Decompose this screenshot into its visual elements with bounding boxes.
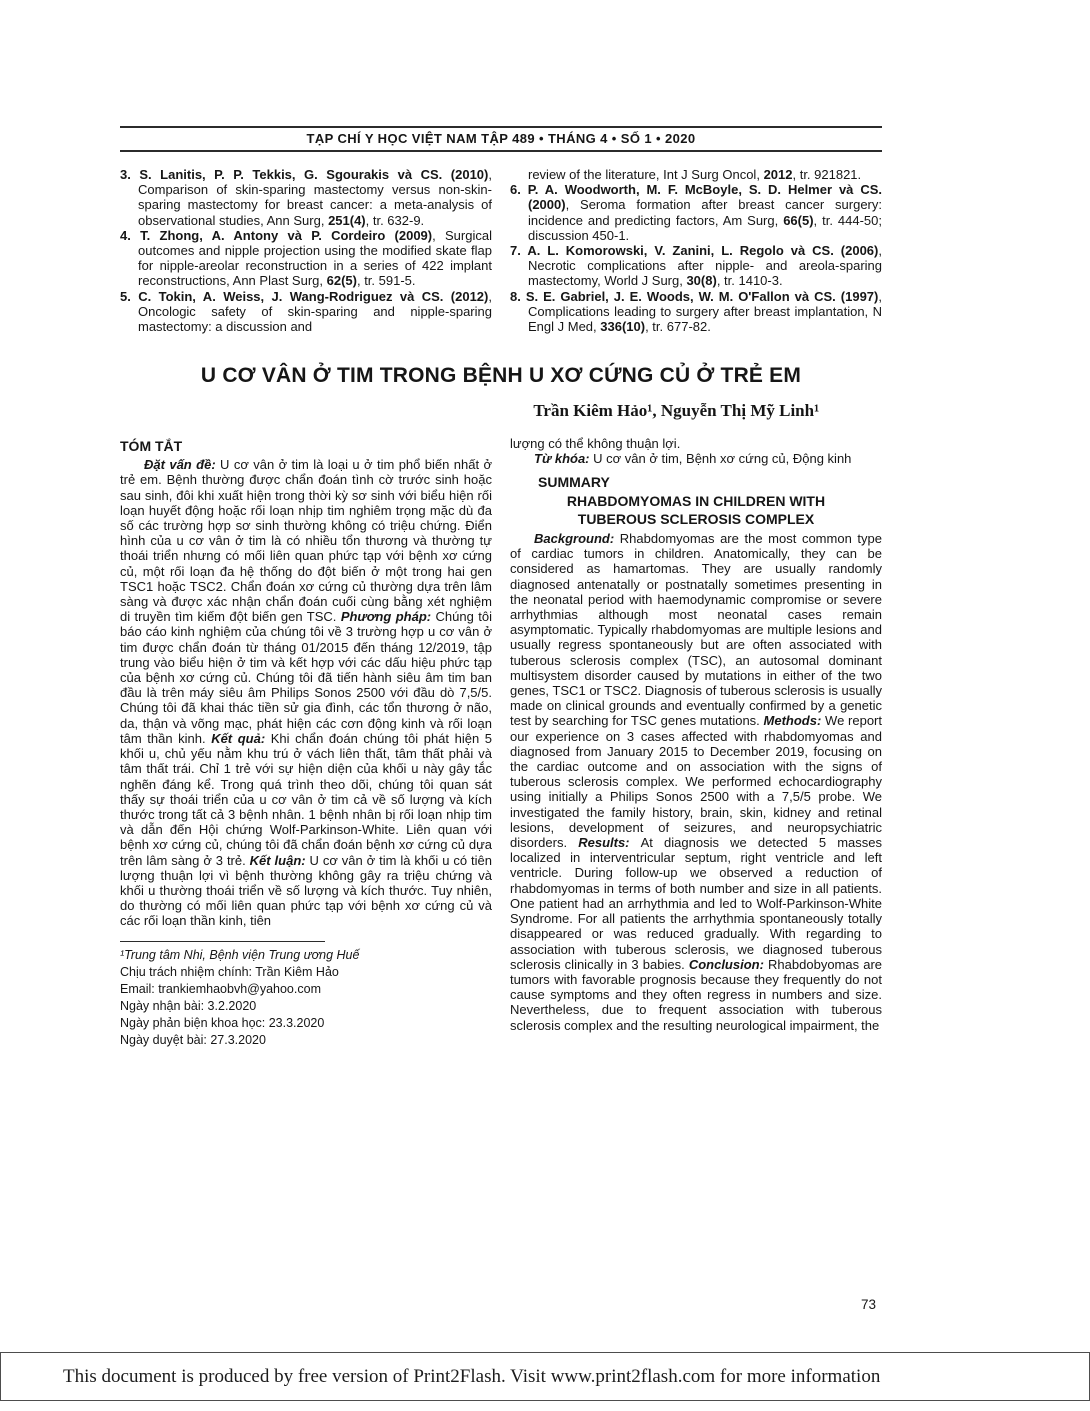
- abstract-heading-vi: TÓM TẮT: [120, 438, 183, 455]
- reference-item-7: 7. A. L. Komorowski, V. Zanini, L. Regolo và CS. (2006), Necrotic complications after nipple- and areola-sparing mastectomy, World J Surg, 30(8), tr. 1410-3.: [510, 243, 882, 289]
- print2flash-footer-text-pre: This document is produced by free version of Print2Flash. Visit: [63, 1365, 551, 1387]
- article-body: [120, 436, 882, 1048]
- reference-item-4: 4. T. Zhong, A. Antony và P. Cordeiro (2009), Surgical outcomes and nipple projection using the modified skate flap for nipple-areolar reconstruction in a series of 422 implant reconstructions, Ann Plast Surg, 62(5), tr. 591-5.: [120, 227, 492, 289]
- footnote-affiliation: ¹Trung tâm Nhi, Bệnh viện Trung ương Huế: [120, 947, 360, 962]
- print2flash-link[interactable]: www.print2flash.com: [550, 1365, 716, 1387]
- reference-item-3: 3. S. Lanitis, P. P. Tekkis, G. Sgourakis và CS. (2010), Comparison of skin-sparing mastectomy versus non-skin-sparing mastectomy for breast cancer: a meta-analysis of observational studies, Ann Surg, 251(4), tr. 632-9.: [120, 167, 492, 228]
- footnote-date-received: Ngày nhận bài: 3.2.2020: [120, 998, 257, 1013]
- references-left-column: [120, 167, 492, 334]
- journal-running-header: [120, 126, 882, 152]
- reference-item-8: 8. S. E. Gabriel, J. E. Woods, W. M. O'Fallon và CS. (1997), Complications leading to surgery after breast implantation, N Engl J Med, 336(10), tr. 677-82.: [510, 288, 882, 335]
- footnote-date-reviewed: Ngày phản biện khoa học: 23.3.2020: [120, 1015, 325, 1030]
- reference-item-6: 6. P. A. Woodworth, M. F. McBoyle, S. D. Helmer và CS. (2000), Seroma formation after breast cancer surgery: incidence and predicting factors, Am Surg, 66(5), tr. 444-50; discussion 450-1.: [510, 182, 882, 243]
- print2flash-footer-text-post: for more information: [715, 1365, 881, 1387]
- references-section: [120, 167, 882, 334]
- page-number: 73: [860, 1297, 876, 1312]
- article-title: U CƠ VÂN Ở TIM TRONG BỆNH U XƠ CỨNG CỦ Ở TRẺ EM: [200, 364, 802, 388]
- footnote-block: [120, 941, 492, 1049]
- authors-line: Trần Kiêm Hảo¹, Nguyễn Thị Mỹ Linh¹: [533, 401, 820, 421]
- abstract-column-vi: [120, 436, 492, 1048]
- summary-subtitle: RHABDOMYOMAS IN CHILDREN WITH TUBEROUS SCLEROSIS COMPLEX: [566, 492, 826, 527]
- print2flash-footer: [0, 1352, 1090, 1401]
- reference-item-5-continuation: review of the literature, Int J Surg Oncol, 2012, tr. 921821.: [528, 167, 862, 182]
- journal-title-line: TẠP CHÍ Y HỌC VIỆT NAM TẬP 489 • THÁNG 4 • SỐ 1 • 2020: [306, 131, 696, 146]
- keywords-line: Từ khóa: U cơ vân ở tim, Bệnh xơ cứng củ, Động kinh: [534, 451, 852, 467]
- page-content: [120, 126, 882, 1049]
- summary-heading: SUMMARY: [538, 473, 610, 490]
- summary-paragraph-en: Background: Rhabdomyomas are the most common type of cardiac tumors in children. Anatomically, they can be considered as hamartomas. They are usually randomly diagnosed antenatally or postnatally sometimes presenting in the neonatal period with haemodynamic compromise or severe arrhythmias although most neonatal cases remain asymptomatic. Typically rhabdomyomas are multiple lesions and usually regress spontaneously but are often associated with tuberous sclerosis complex (TSC), an autosomal dominant multisystem disorder caused by mutations in either of the two genes, TSC1 or TSC2. Diagnosis of tuberous sclerosis is usually made on clinical grounds and eventually confirmed by a genetic test by searching for TSC genes mutations. Methods: We report our experience on 3 cases affected with rhabdomyomas and diagnosed from January 2015 to December 2019, focusing on the cardiac outcome and on association with the signs of tuberous sclerosis complex. We performed echocardiography using initially a Philips Sonos 2500 with a 7,5/5 probe. We investigated the family history, brain, skin, kidney and retinal lesions, development of seizures, and neuropsychiatric disorders. Results: At diagnosis we detected 5 masses localized in interventricular septum, right ventricle and left ventricle. During follow-up we observed a reduction of rhabdomyomas in terms of both number and size in all patients. One patient had an arrhythmia and led to Wolf-Parkinson-White Syndrome. For all patients the arrhythmia spontaneously totally disappeared or was reduced gradually. With regarding to association with tuberous sclerosis, we diagnosed tuberous sclerosis clinically in 3 babies. Conclusion: Rhabdobyomas are tumors with favorable prognosis because they frequently do not cause symptoms and they often regress in numbers and size. Nevertheless, due to frequent association with tuberous sclerosis complex and the resulting neurological impairment, the: [510, 531, 883, 1033]
- summary-column-en: [510, 436, 882, 1032]
- reference-item-5: 5. C. Tokin, A. Weiss, J. Wang-Rodriguez và CS. (2012), Oncologic safety of skin-sparing and nipple-sparing mastectomy: a discussion and: [120, 288, 492, 335]
- footnote-email: Email: trankiemhaobvh@yahoo.com: [120, 981, 321, 996]
- footnote-date-accepted: Ngày duyệt bài: 27.3.2020: [120, 1032, 266, 1047]
- footnote-corresponding-author: Chịu trách nhiệm chính: Trần Kiêm Hảo: [120, 964, 339, 979]
- summary-continuation-line: lượng có thể không thuận lợi.: [510, 436, 681, 452]
- abstract-paragraph-vi: Đặt vấn đề: U cơ vân ở tim là loại u ở tim phổ biến nhất ở trẻ em. Bệnh thường được chẩn đoán tình cờ trước sinh hoặc sau sinh, đôi khi xuất hiện trong thời kỳ sơ sinh với biểu hiện rối loạn huyết động hoặc rối loạn nhịp tim nghiêm trọng mặc dù đa số các trường hợp sơ sinh thường không có triệu chứng. Điển hình của u cơ vân ở tim là có nhiều tổn thương và thường tự thoái triển nhưng có mối liên quan phức tạp với bệnh xơ cứng củ, một rối loạn đa hệ thống do đột biến ở một trong hai gen TSC1 hoặc TSC2. Chẩn đoán xơ cứng củ thường dựa trên lâm sàng và được xác nhận chẩn đoán cuối cùng bằng xét nghiệm di truyền tìm kiếm đột biến gen TSC. Phương pháp: Chúng tôi báo cáo kinh nghiệm của chúng tôi về 3 trường hợp u cơ vân ở tim được chẩn đoán từ tháng 01/2015 đến tháng 12/2019, tập trung vào biểu hiện ở tim và kết hợp với các dấu hiệu phức tạp của bệnh xơ cứng củ. Chúng tôi đã tiến hành siêu âm tim ban đầu là trên máy siêu âm Philips Sonos 2500 với đầu dò 7,5/5. Chúng tôi đã khai thác tiền sử gia đình, các tổn thương ở não, da, thận và võng mạc, phát hiện các cơn động kinh và rối loạn tâm thần kinh. Kết quả: Khi chẩn đoán chúng tôi phát hiện 5 khối u, chủ yếu nằm khu trú ở vách liên thất, tâm thất phải và tâm thất trái. Chỉ 1 trẻ với sự hiện diện của khối u này gây tắc nghẽn đáng kể. Trong quá trình theo dõi, chúng tôi quan sát thấy sự thoái triển của u cơ vân ở tim cả về số lượng và kích thước trong tất cả 3 bệnh nhân. 1 bệnh nhân bị rối loạn nhịp tim và dẫn đến Hội chứng Wolf-Parkinson-White. Liên quan với bệnh xơ cứng củ, chúng tôi đã chẩn đoán bệnh xơ cứng củ dựa trên lâm sàng ở 3 trẻ. Kết luận: U cơ vân ở tim là khối u có tiên lượng thuận lợi vì bệnh thường không gây ra triệu chứng và khối u thường thoái triển về số lượng và kích thước. Tuy nhiên, do thường có mối liên quan phức tạp với bệnh xơ cứng củ và các rối loạn thần kinh, tiên: [120, 457, 492, 929]
- footnote-separator: [120, 941, 325, 942]
- references-right-column: [510, 167, 882, 334]
